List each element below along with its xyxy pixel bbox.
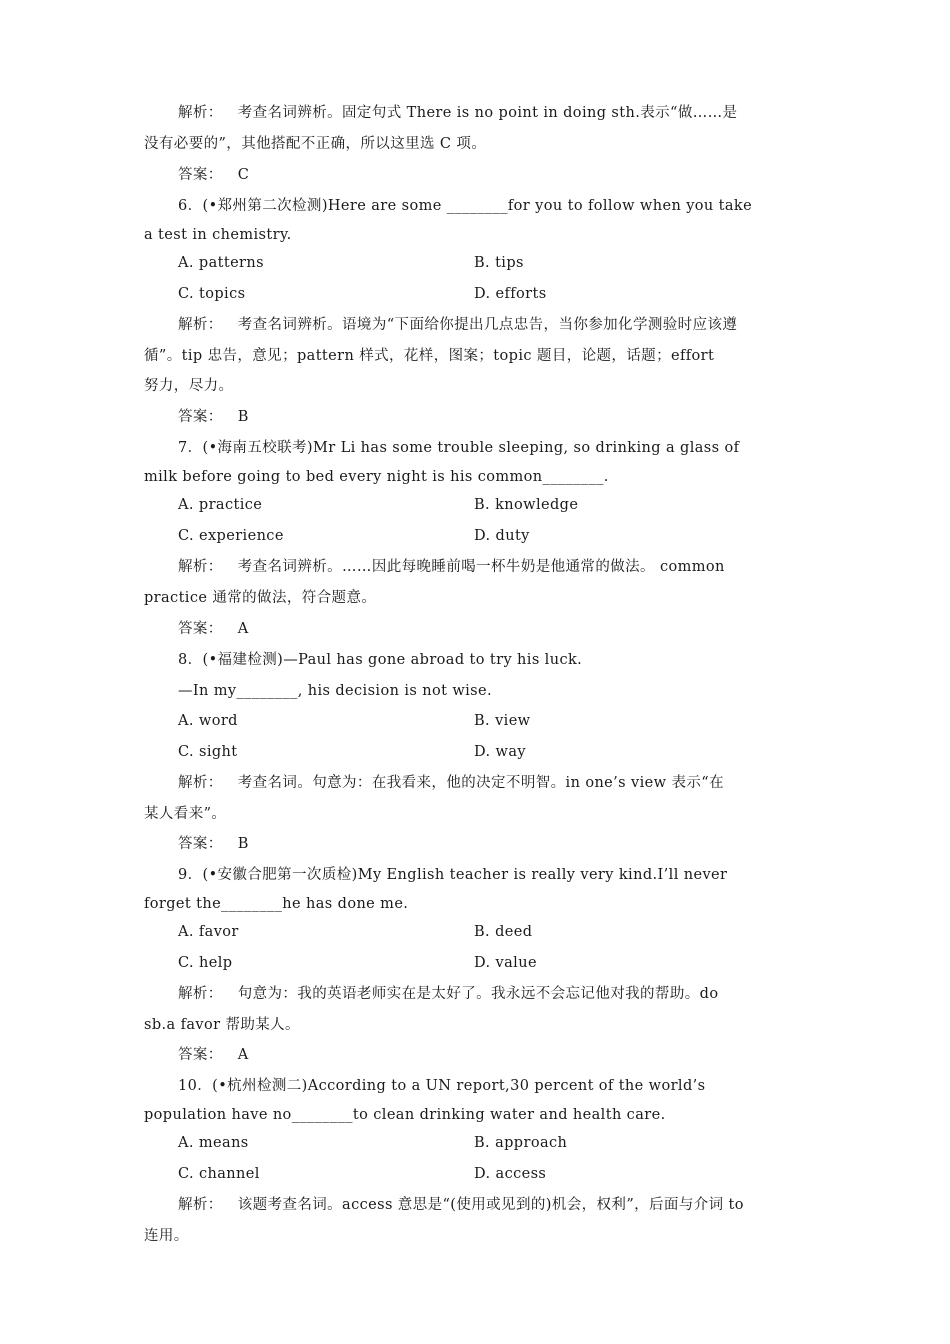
answer-label: 答案： <box>178 836 223 852</box>
analysis-label: 解析： <box>178 775 223 791</box>
option-c: C. channel <box>178 1166 260 1182</box>
option-c: C. sight <box>178 744 238 760</box>
answer-label: 答案： <box>178 621 223 637</box>
option-a: A. word <box>178 713 238 729</box>
question-10-stem-line1: 10．(•杭州检测二)According to a UN report,30 percent of the world’s <box>178 1078 706 1094</box>
answer-label: 答案： <box>178 167 223 183</box>
option-d: D. value <box>474 955 537 971</box>
analysis-9-line2: sb.a favor 帮助某人。 <box>144 1017 300 1033</box>
option-b: B. knowledge <box>474 497 579 513</box>
question-6-stem-line2: a test in chemistry. <box>144 227 292 243</box>
answer-label: 答案： <box>178 1047 223 1063</box>
analysis-9-line1: 解析： 句意为：我的英语老师实在是太好了。我永远不会忘记他对我的帮助。do <box>178 986 719 1002</box>
analysis-label: 解析： <box>178 986 223 1002</box>
option-b: B. approach <box>474 1135 568 1151</box>
answer-5 <box>178 165 249 185</box>
question-7-stem-line2: milk before going to bed every night is his common________. <box>144 469 609 485</box>
option-a: A. means <box>178 1135 249 1151</box>
question-7-stem-line1: 7．(•海南五校联考)Mr Li has some trouble sleeping, so drinking a glass of <box>178 440 740 456</box>
analysis-5-line2: 没有必要的”，其他搭配不正确，所以这里选 C 项。 <box>144 136 487 152</box>
answer-label: 答案： <box>178 409 223 425</box>
option-a: A. patterns <box>178 255 264 271</box>
analysis-5-line1: 解析： 考查名词辨析。固定句式 There is no point in doing sth.表示“做……是 <box>178 105 738 121</box>
option-b: B. deed <box>474 924 533 940</box>
analysis-6-line3: 努力，尽力。 <box>144 378 234 394</box>
question-10-stem-line2: population have no________to clean drinking water and health care. <box>144 1107 666 1123</box>
answer-6 <box>178 407 249 427</box>
analysis-10-line1: 解析： 该题考查名词。access 意思是“(使用或见到的)机会，权利”，后面与介词 to <box>178 1197 744 1213</box>
option-b: B. view <box>474 713 531 729</box>
option-d: D. way <box>474 744 526 760</box>
option-a: A. favor <box>178 924 239 940</box>
analysis-6-line2: 循”。tip 忠告，意见；pattern 样式，花样，图案；topic 题目，论题，话题；effort <box>144 348 715 364</box>
answer-value: A <box>237 1047 249 1063</box>
analysis-7-line1: 解析： 考查名词辨析。……因此每晚睡前喝一杯牛奶是他通常的做法。 common <box>178 559 725 575</box>
analysis-label: 解析： <box>178 559 223 575</box>
option-d: D. duty <box>474 528 530 544</box>
question-6-stem-line1: 6．(•郑州第二次检测)Here are some ________for you to follow when you take <box>178 198 753 214</box>
option-c: C. experience <box>178 528 284 544</box>
analysis-label: 解析： <box>178 1197 223 1213</box>
option-d: D. efforts <box>474 286 547 302</box>
answer-9 <box>178 1045 249 1065</box>
option-b: B. tips <box>474 255 524 271</box>
answer-7 <box>178 619 249 639</box>
option-d: D. access <box>474 1166 547 1182</box>
answer-value: C <box>237 167 250 183</box>
option-c: C. topics <box>178 286 246 302</box>
analysis-8-line2: 某人看来”。 <box>144 806 227 822</box>
question-8-stem-line2: —In my________, his decision is not wise. <box>178 683 493 699</box>
analysis-7-line2: practice 通常的做法，符合题意。 <box>144 590 377 606</box>
analysis-label: 解析： <box>178 317 223 333</box>
analysis-label: 解析： <box>178 105 223 121</box>
analysis-10-line2: 连用。 <box>144 1228 189 1244</box>
option-c: C. help <box>178 955 233 971</box>
option-a: A. practice <box>178 497 263 513</box>
answer-value: B <box>237 409 249 425</box>
analysis-6-line1: 解析： 考查名词辨析。语境为“下面给你提出几点忠告，当你参加化学测验时应该遵 <box>178 317 738 333</box>
question-9-stem-line1: 9．(•安徽合肥第一次质检)My English teacher is really very kind.I’ll never <box>178 867 728 883</box>
question-9-stem-line2: forget the________he has done me. <box>144 896 409 912</box>
analysis-8-line1: 解析： 考查名词。句意为：在我看来，他的决定不明智。in one’s view 表示“在 <box>178 775 724 791</box>
answer-value: A <box>237 621 249 637</box>
answer-value: B <box>237 836 249 852</box>
answer-8 <box>178 834 249 854</box>
question-8-stem-line1: 8．(•福建检测)—Paul has gone abroad to try his luck. <box>178 652 583 668</box>
